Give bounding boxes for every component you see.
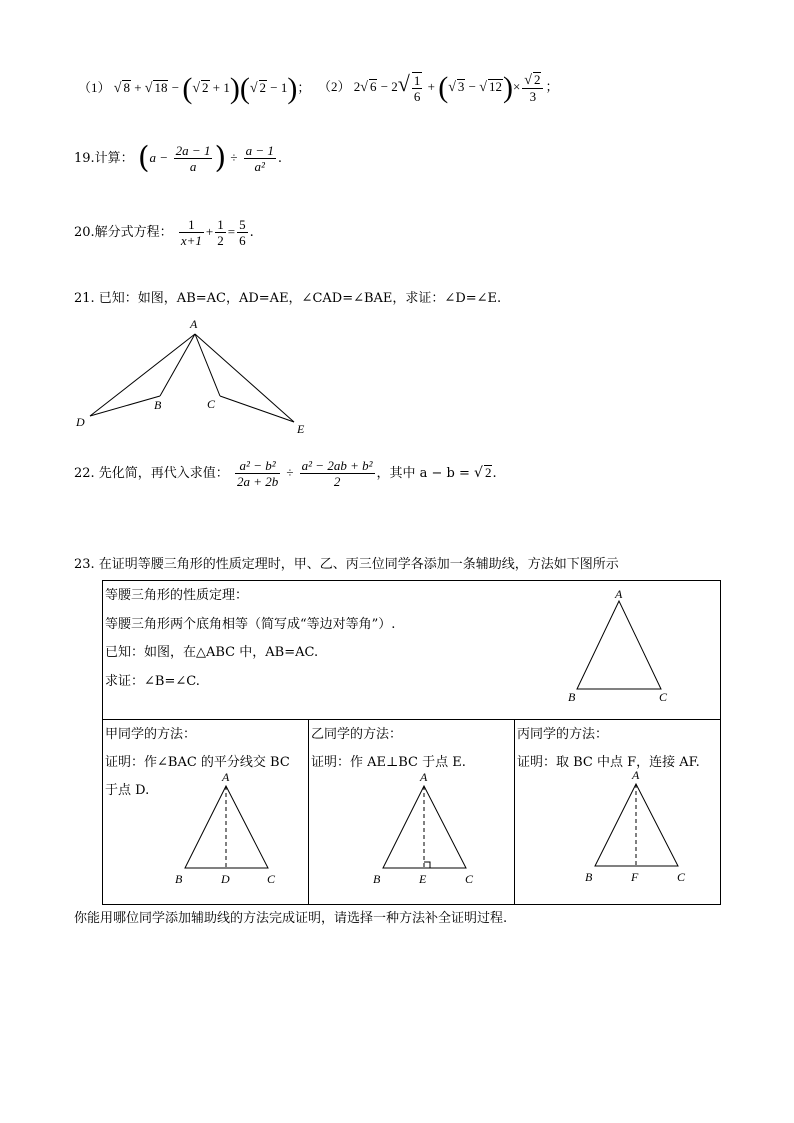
jia-title: 甲同学的方法：	[105, 727, 197, 742]
bing-proof: 证明：取 BC 中点 F，连接 AF.	[517, 755, 700, 770]
svg-text:C: C	[465, 872, 474, 886]
svg-text:F: F	[631, 870, 639, 884]
jia-cell	[103, 720, 309, 905]
sqrt-3: 3	[457, 79, 465, 94]
q23-footer: 你能用哪位同学添加辅助线的方法完成证明，请选择一种方法补全证明过程.	[74, 911, 508, 926]
q21-figure	[70, 312, 320, 437]
line-BA	[160, 334, 195, 396]
q23-intro: 23. 在证明等腰三角形的性质定理时，甲、乙、丙三位同学各添加一条辅助线，方法如下图所示	[74, 557, 619, 572]
q21-text: 21. 已知：如图，AB=AC，AD=AE，∠CAD=∠BAE，求证：∠D=∠E.	[74, 291, 502, 306]
yi-cell	[309, 720, 515, 905]
sqrt-18: 18	[154, 80, 168, 95]
q22-label: 22. 先化简，再代入求值：	[74, 466, 229, 481]
frac-sqrt2-3: $\frac{√ 2}{3}$	[522, 72, 543, 104]
svg-text:A: A	[632, 768, 640, 782]
theorem-title: 等腰三角形的性质定理：	[105, 588, 249, 603]
sqrt-2-b: 2	[259, 80, 267, 95]
prove-text: 求证：∠B=∠C.	[105, 674, 200, 689]
q19-label: 19.计算：	[74, 151, 134, 166]
label-B: B	[154, 398, 162, 412]
bing-cell	[515, 720, 721, 905]
line-DB	[90, 396, 160, 416]
sqrt-8: 8	[123, 80, 130, 95]
triangle-abc	[565, 587, 675, 707]
times-sign: ×	[512, 79, 521, 94]
q18-line: （1） √ 8 + √ 18 − (√ 2 + 1)(√ 2 − 1)；	[78, 72, 311, 106]
sqrt-6: 6	[369, 79, 377, 94]
label-E: E	[297, 422, 305, 436]
label-C: C	[207, 397, 216, 411]
yi-proof: 证明：作 AE⊥BC 于点 E.	[311, 755, 466, 770]
period: .	[492, 466, 497, 481]
period: .	[277, 151, 283, 166]
one: 1	[280, 80, 288, 95]
triangle-jia	[173, 768, 283, 894]
q20-line: 20.解分式方程： $\frac{1}{x+1}$ + $\frac{1}{2}$ = $\frac{5}{6}$ .	[74, 217, 254, 248]
svg-text:C: C	[677, 870, 686, 884]
plus-sign: +	[212, 80, 221, 95]
theorem-statement: 等腰三角形两个底角相等（简写成“等边对等角”）.	[105, 617, 396, 632]
svg-text:C: C	[267, 872, 276, 886]
svg-text:B: B	[373, 872, 381, 886]
q19-line: 19.计算： (a − $\frac{2a - 1}{a}$ ) ÷ $\frac{a - 1}{\text{a²}}$ .	[74, 140, 283, 176]
svg-text:B: B	[175, 872, 183, 886]
sqrt-12: 12	[488, 79, 502, 94]
line-CE	[220, 396, 294, 422]
label-D: D	[76, 415, 85, 429]
q20-frac1: $\frac{1}{x+1}$	[180, 217, 202, 248]
jia-proof-line2: 于点 D.	[105, 783, 150, 798]
q20-frac3: $\frac{5}{6}$	[239, 217, 246, 248]
minus-sign: −	[270, 80, 278, 95]
svg-text:A: A	[222, 770, 230, 784]
label-A: A	[190, 317, 198, 331]
bing-title: 丙同学的方法：	[517, 727, 609, 742]
q20-label: 20.解分式方程：	[74, 225, 173, 240]
triangle-bing	[583, 766, 693, 892]
q20-frac2: $\frac{1}{2}$	[217, 217, 224, 248]
q22-line: 22. 先化简，再代入求值： $\frac{\text{a² − b²}}{2a + 2b}$ ÷ $\frac{\text{a² − 2ab + b²}}{2}$ ，其中 a − b = √ 2.	[74, 458, 497, 489]
jia-proof-line1: 证明：作∠BAC 的平分线交 BC	[105, 755, 290, 770]
plus-sign: +	[134, 80, 142, 95]
svg-text:A: A	[420, 770, 428, 784]
svg-text:B: B	[568, 690, 576, 704]
svg-text:E: E	[419, 872, 427, 886]
q22-frac1: $\frac{\text{a² − b²}}{2a + 2b}$	[236, 458, 279, 489]
q19-frac2: $\frac{a - 1}{\text{a²}}$	[245, 143, 274, 174]
frac-1-6: $\frac{1}{6}$	[413, 73, 421, 105]
coef-2: 2	[353, 79, 361, 94]
svg-text:A: A	[615, 587, 623, 601]
period: .	[249, 225, 254, 240]
svg-text:B: B	[585, 870, 593, 884]
q22-frac2: $\frac{\text{a² − 2ab + b²}}{2}$	[301, 458, 373, 489]
svg-text:C: C	[659, 690, 668, 704]
coef-2b: 2	[391, 79, 398, 94]
one: 1	[223, 80, 230, 95]
sqrt-2-a: 2	[202, 80, 209, 95]
minus-sign: −	[380, 79, 389, 94]
var-a: a	[149, 150, 157, 165]
div-sign: ÷	[230, 150, 238, 165]
minus-sign: −	[171, 80, 180, 95]
q18-part2-label: （2）	[318, 79, 351, 94]
line-AC	[195, 334, 220, 396]
minus-sign: −	[468, 79, 476, 94]
given-text: 已知：如图，在△ABC 中，AB=AC.	[105, 645, 319, 660]
sqrt-2: 2	[484, 465, 492, 480]
yi-title: 乙同学的方法：	[311, 727, 403, 742]
triangle-yi	[371, 768, 481, 894]
q23-table	[102, 580, 721, 905]
q19-frac1: $\frac{2a - 1}{a}$	[175, 143, 211, 174]
plus-sign: +	[427, 79, 435, 94]
theorem-cell	[103, 581, 721, 720]
q22-condition: ，其中 a − b =	[376, 466, 475, 481]
semicolon: ；	[545, 79, 559, 94]
line-AD	[90, 334, 195, 416]
svg-text:D: D	[221, 872, 230, 886]
semicolon: ；	[297, 80, 311, 95]
q18-part2: （2） 2√ 6 − 2√ $\frac{1}{6}$ + (√ 3 − √ 12)× $\frac{√ 2}{3}$ ；	[318, 71, 559, 105]
q18-part1-label: （1）	[78, 80, 111, 95]
